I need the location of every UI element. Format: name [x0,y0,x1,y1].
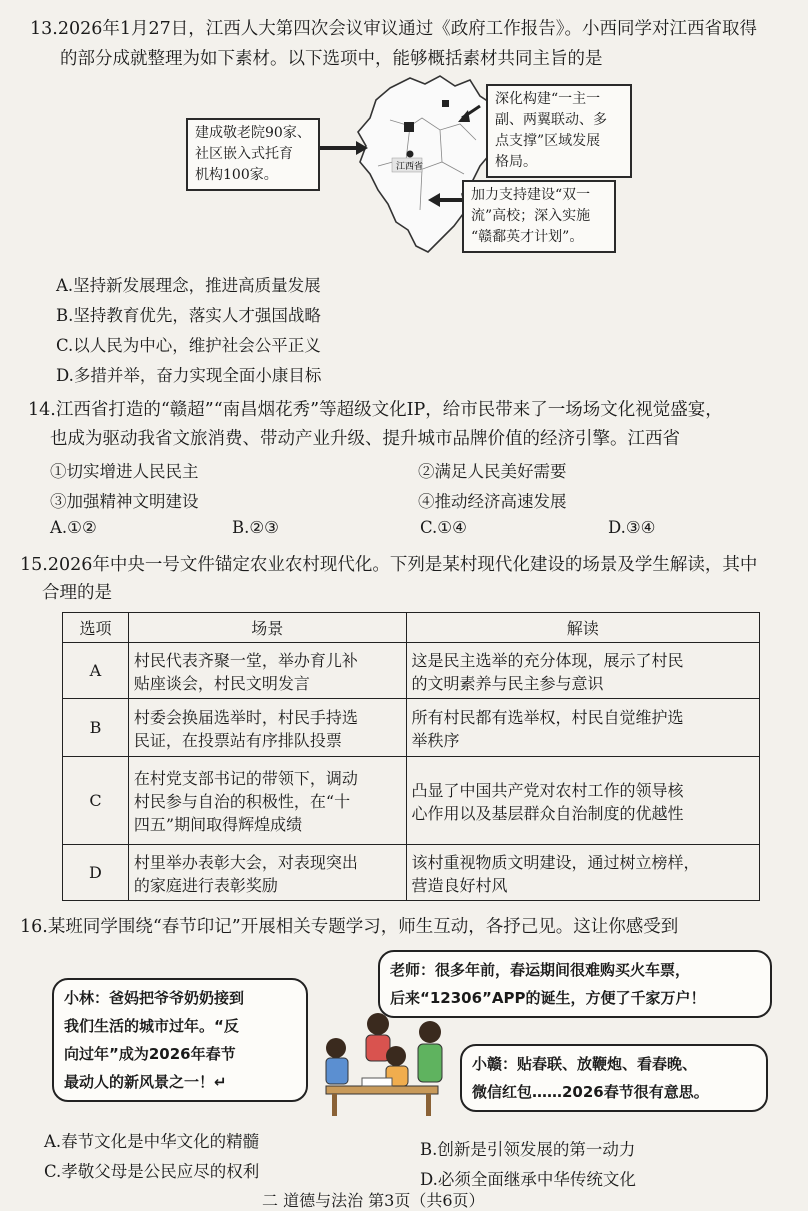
table-row[interactable]: B 村委会换届选举时，村民手持选 民证，在投票站有序排队投票 所有村民都有选举权，村民自觉维护选 举秩序 [63,699,760,757]
q16-option-b[interactable]: B.创新是引领发展的第一动力 [420,1140,636,1159]
teacher-speech-bubble: 老师：很多年前，春运期间很难购买火车票， 后来“12306”APP的诞生，方便了千家万户！ [378,950,772,1018]
q16-option-a[interactable]: A.春节文化是中华文化的精髓 [44,1132,260,1151]
q14-choice-a[interactable]: A.①② [50,518,97,537]
q14-stem-line2: 也成为驱动我省文旅消费、带动产业升级、提升城市品牌价值的经济引擎。江西省 [50,429,680,449]
arrow-left-box [316,138,370,158]
q13-box-top-right: 深化构建“一主一 副、两翼联动、多 点支撑”区域发展 格局。 [486,84,632,178]
q13-option-c[interactable]: C.以人民为中心，维护社会公平正义 [56,336,321,355]
header-scene: 场景 [128,613,406,643]
q14-stem-line1: 14.江西省打造的“赣超”“南昌烟花秀”等超级文化IP，给市民带来了一场场文化视觉盛宴， [28,400,723,420]
q14-choice-c[interactable]: C.①④ [420,518,467,537]
q15-stem-line1: 15.2026年中央一号文件锚定农业农村现代化。下列是某村现代化建设的场景及学生解读，其中 [20,555,758,575]
q13-stem-line1: 13.2026年1月27日，江西人大第四次会议审议通过《政府工作报告》。小西同学对江西省取得 [30,19,758,39]
q14-item-2: ②满足人民美好需要 [418,462,567,481]
header-reading: 解读 [406,613,759,643]
q14-choice-b[interactable]: B.②③ [232,518,279,537]
xiaogan-speech-bubble: 小赣：贴春联、放鞭炮、看春晚、 微信红包……2026春节很有意思。 [460,1044,768,1112]
q15-stem-line2: 合理的是 [42,583,112,603]
arrow-bottom-right-box [426,190,466,214]
q13-option-d[interactable]: D.多措并举，奋力实现全面小康目标 [56,366,322,385]
map-label: 江西省 [396,162,424,172]
q16-stem: 16.某班同学围绕“春节印记”开展相关专题学习，师生互动，各抒己见。这让你感受到 [20,917,679,937]
q14-item-3: ③加强精神文明建设 [50,492,199,511]
q16-option-d[interactable]: D.必须全面继承中华传统文化 [420,1170,636,1189]
page-footer: 二 道德与法治 第3页（共6页） [262,1191,485,1210]
table-row[interactable]: A 村民代表齐聚一堂，举办育儿补 贴座谈会，村民文明发言 这是民主选举的充分体现，展示了村民 的文明素养与民主参与意识 [63,643,760,699]
header-option: 选项 [63,613,129,643]
q14-item-1: ①切实增进人民民主 [50,462,199,481]
q15-table [62,612,760,901]
xiaolin-speech-bubble: 小林：爸妈把爷爷奶奶接到 我们生活的城市过年。“反 向过年”成为2026年春节 最动人的新风景之一！↵ [52,978,308,1102]
students-illustration [306,1004,456,1118]
table-row[interactable]: D 村里举办表彰大会，对表现突出 的家庭进行表彰奖励 该村重视物质文明建设，通过树立榜样， 营造良好村风 [63,845,760,901]
q14-item-4: ④推动经济高速发展 [418,492,567,511]
table-row[interactable]: C 在村党支部书记的带领下，调动 村民参与自治的积极性，在“十 四五”期间取得辉煌成绩 凸显了中国共产党对农村工作的领导核 心作用以及基层群众自治制度的优越性 [63,757,760,845]
table-header-row [63,613,760,643]
q13-box-bottom-right: 加力支持建设“双一 流”高校；深入实施 “赣鄱英才计划”。 [462,180,616,253]
q14-choice-d[interactable]: D.③④ [608,518,656,537]
q13-stem-line2: 的部分成就整理为如下素材。以下选项中，能够概括素材共同主旨的是 [60,49,603,69]
q13-box-left: 建成敬老院90家、 社区嵌入式托育 机构100家。 [186,118,320,191]
q16-option-c[interactable]: C.孝敬父母是公民应尽的权利 [44,1162,260,1181]
q13-option-a[interactable]: A.坚持新发展理念，推进高质量发展 [56,276,321,295]
q13-option-b[interactable]: B.坚持教育优先，落实人才强国战略 [56,306,321,325]
